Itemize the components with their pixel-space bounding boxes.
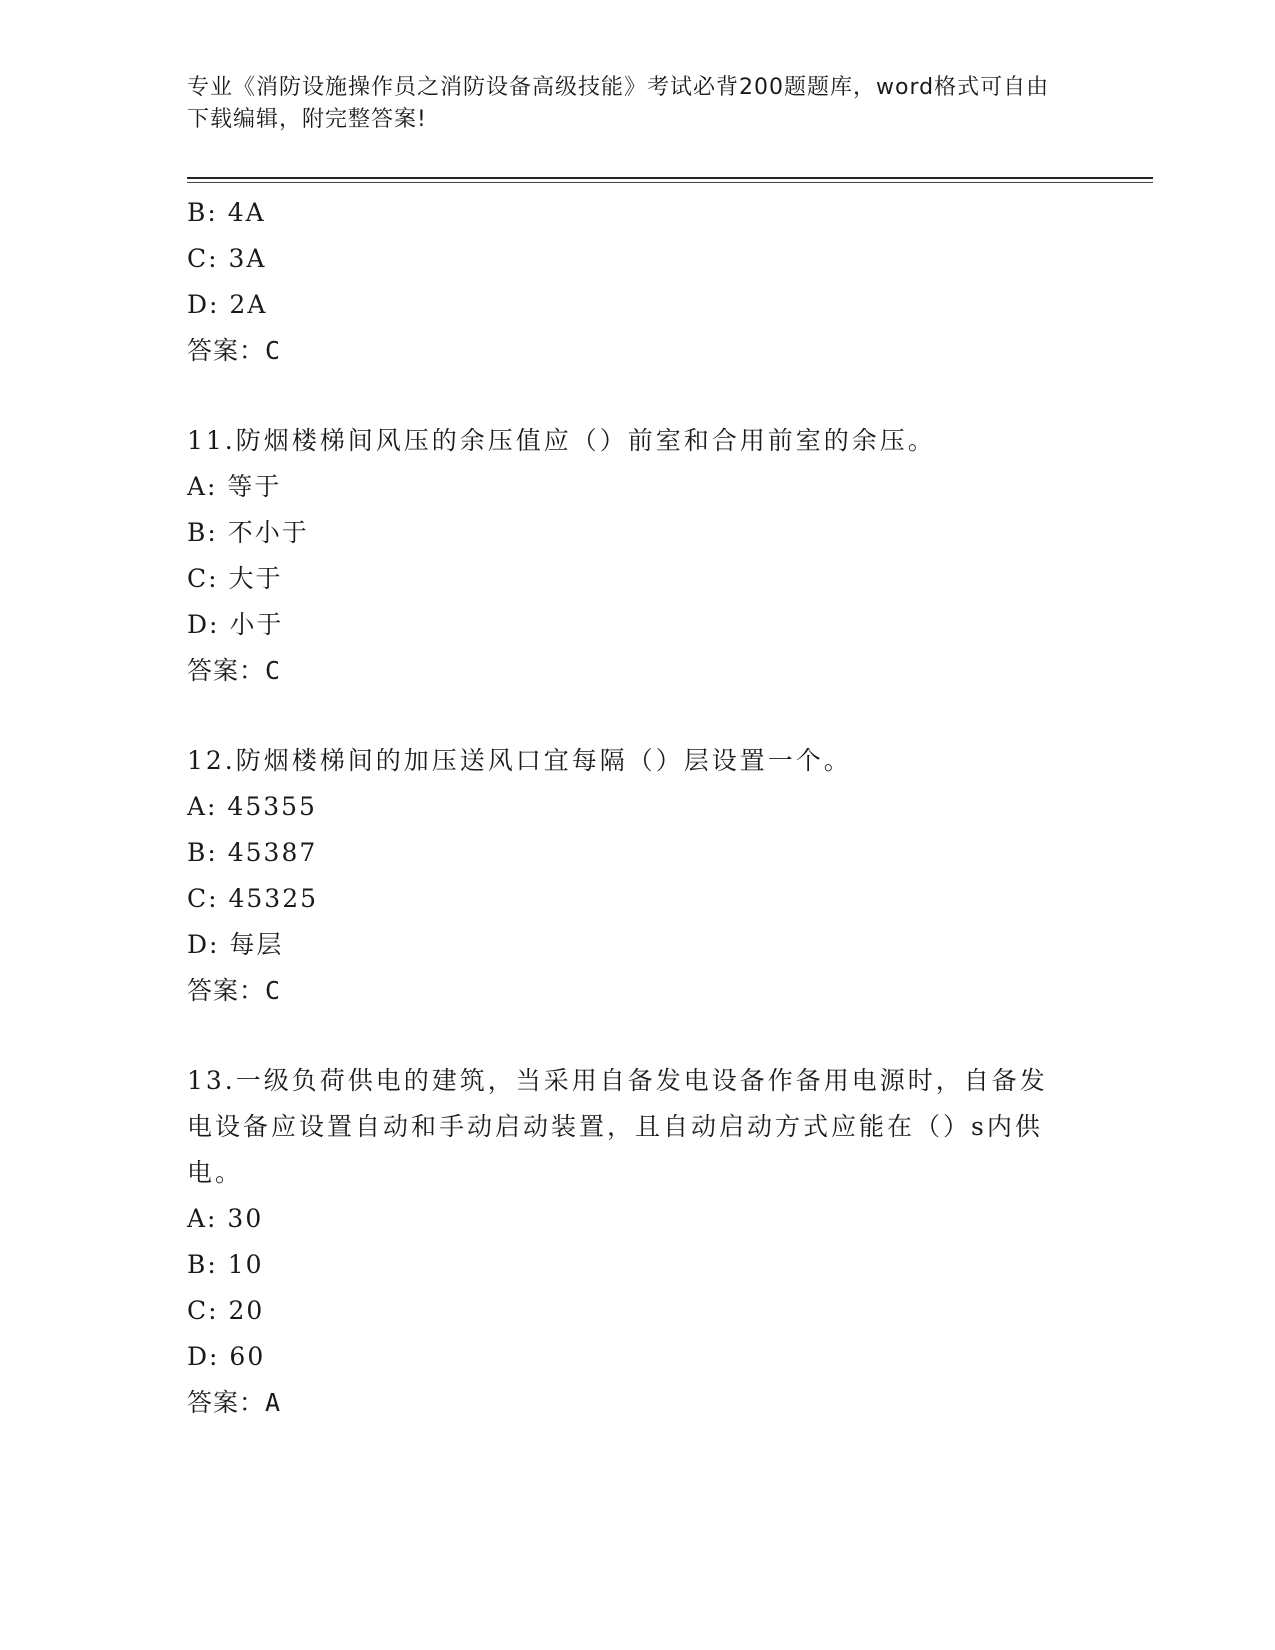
answer-value: C xyxy=(265,976,282,1005)
option-b: B: 10 xyxy=(187,1250,264,1279)
option-c: C: 大于 xyxy=(187,564,283,593)
question-text: 13.一级负荷供电的建筑，当采用自备发电设备作备用电源时，自备发电设备应设置自动和手动启动装置，且自动启动方式应能在（）s内供电。 xyxy=(187,1066,1048,1187)
option-d: D: 60 xyxy=(187,1342,266,1371)
question-block-13 xyxy=(187,1058,1087,1426)
answer-line xyxy=(187,968,1087,1014)
option-d: D: 2A xyxy=(187,290,268,319)
answer-label: 答案： xyxy=(187,976,266,1005)
answer-label: 答案： xyxy=(187,1388,266,1417)
question-text: 11.防烟楼梯间风压的余压值应（）前室和合用前室的余压。 xyxy=(187,426,936,455)
option-b: B: 45387 xyxy=(187,838,318,867)
option-a: A: 等于 xyxy=(187,472,282,501)
question-text: 12.防烟楼梯间的加压送风口宜每隔（）层设置一个。 xyxy=(187,746,852,775)
answer-value: C xyxy=(265,656,282,685)
header-divider-thin xyxy=(187,182,1153,183)
option-d: D: 每层 xyxy=(187,930,284,959)
answer-value: A xyxy=(265,1388,282,1417)
answer-line xyxy=(187,1380,1087,1426)
option-c: C: 20 xyxy=(187,1296,265,1325)
option-a: A: 45355 xyxy=(187,792,317,821)
answer-label: 答案： xyxy=(187,336,266,365)
option-c: C: 3A xyxy=(187,244,267,273)
question-block-10 xyxy=(187,190,1087,374)
question-block-12 xyxy=(187,738,1087,1014)
question-list xyxy=(187,190,1087,1426)
answer-line xyxy=(187,328,1087,374)
question-block-11 xyxy=(187,418,1087,694)
answer-value: C xyxy=(265,336,282,365)
option-a: A: 30 xyxy=(187,1204,264,1233)
option-d: D: 小于 xyxy=(187,610,284,639)
answer-label: 答案： xyxy=(187,656,266,685)
option-b: B: 不小于 xyxy=(187,518,309,547)
answer-line xyxy=(187,648,1087,694)
option-b: B: 4A xyxy=(187,198,266,227)
option-c: C: 45325 xyxy=(187,884,319,913)
header-divider-thick xyxy=(187,177,1153,179)
document-header: 专业《消防设施操作员之消防设备高级技能》考试必背200题题库，word格式可自由下载编辑，附完整答案! xyxy=(187,75,1050,132)
